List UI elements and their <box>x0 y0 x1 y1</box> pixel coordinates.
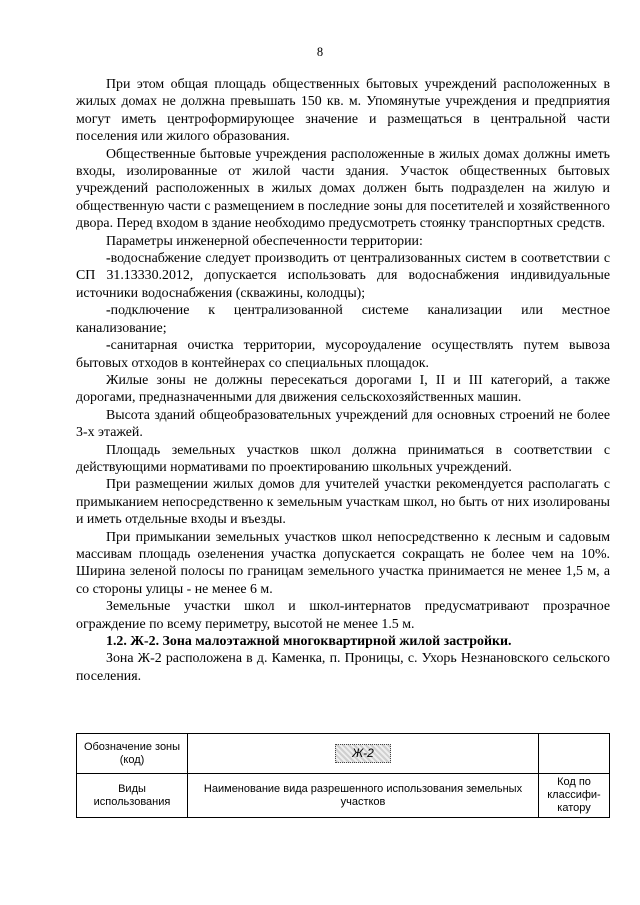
column-header-usage: Виды использования <box>77 774 188 818</box>
zone-code-cell <box>188 734 539 774</box>
paragraph: Жилые зоны не должны пересекаться дорогами I, II и III категорий, а также дорогами, предназначенными для движения сельскохозяйственных машин. <box>76 372 610 406</box>
table-row <box>77 734 610 774</box>
empty-cell <box>539 734 610 774</box>
paragraph: Параметры инженерной обеспеченности территории: <box>106 233 423 249</box>
paragraph: При примыкании земельных участков школ непосредственно к лесным и садовым массивам площадь озеленения участка допускается сокращать не более чем на 10%. Ширина зеленой полосы по границам земельного участка принимается не менее 1,5 м, а со стороны улицы - не менее 6 м. <box>76 529 610 597</box>
page-number: 8 <box>316 45 324 59</box>
section-text: Зона Ж-2 расположена в д. Каменка, п. Проницы, с. Ухорь Незнановского сельского поселения. <box>76 651 610 684</box>
paragraph: Земельные участки школ и школ-интернатов предусматривают прозрачное ограждение по всему периметру, высотой не менее 1.5 м. <box>76 599 610 632</box>
paragraph: При размещении жилых домов для учителей участки рекомендуется располагать с примыканием непосредственно к земельным участкам школ, но быть от них изолированы и иметь отдельные входы и въезды. <box>76 477 610 528</box>
section-heading: 1.2. Ж-2. Зона малоэтажной многоквартирной жилой застройки. <box>106 634 512 649</box>
paragraph: Высота зданий общеобразовательных учреждений для основных строений не более 3-х этажей. <box>76 407 610 441</box>
zone-label-cell: Обозначение зоны (код) <box>77 734 188 774</box>
table-row <box>77 774 610 818</box>
zone-code: Ж-2 <box>335 744 391 763</box>
column-header-code: Код по классифи-катору <box>539 774 610 818</box>
document-body <box>76 76 610 685</box>
paragraph: При этом общая площадь общественных бытовых учреждений расположенных в жилых домах не должна превышать 150 кв. м. Упомянутые учреждения и предприятия могут иметь центроформирующее значение и размещаться в центральной части поселения или жилого образования. <box>76 77 610 145</box>
list-item <box>76 250 610 302</box>
list-dash: - <box>106 303 111 319</box>
column-header-name: Наименование вида разрешенного использования земельных участков <box>188 774 539 818</box>
paragraph: Общественные бытовые учреждения расположенные в жилых домах должны иметь входы, изолированные от жилой части здания. Участок общественных бытовых учреждений расположенных в жилых домах должен быть подразделен на жилую и общественную части с размещением в последние зоны для посетителей и хозяйственного двора. Перед входом в здание необходимо предусмотреть стоянку транспортных средств. <box>76 146 610 232</box>
list-item-text: водоснабжение следует производить от централизованных систем в соответствии с СП 31.13330.2012, допускается использовать для водоснабжения индивидуальные источники водоснабжения (скважины, колодцы); <box>76 251 610 301</box>
list-dash: - <box>106 251 111 267</box>
list-dash: - <box>106 338 111 354</box>
list-item <box>76 337 610 372</box>
list-item-text: санитарная очистка территории, мусороудаление осуществлять путем вывоза бытовых отходов в контейнерах со специальных площадок. <box>76 338 610 371</box>
paragraph: Площадь земельных участков школ должна приниматься в соответствии с действующими нормативами по проектированию школьных учреждений. <box>76 442 610 475</box>
zone-table <box>76 733 610 818</box>
list-item <box>76 302 610 337</box>
list-item-text: подключение к централизованной системе канализации или местное канализование; <box>76 303 610 336</box>
